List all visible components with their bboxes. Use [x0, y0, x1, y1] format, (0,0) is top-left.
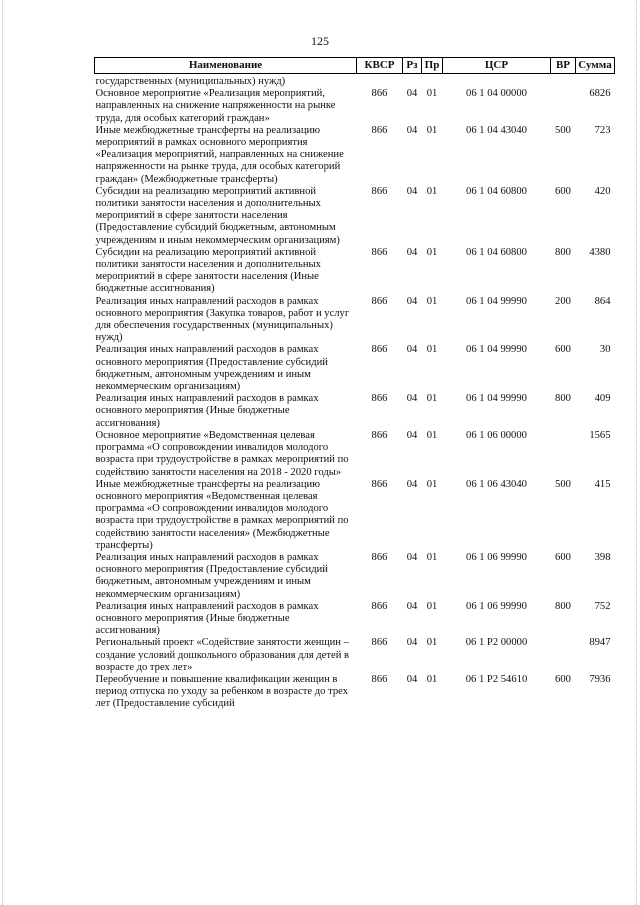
cell-sum: 4380 [589, 246, 611, 258]
cell-csr: 06 1 04 00000 [466, 88, 527, 100]
cell-csr: 06 1 04 60800 [466, 185, 527, 197]
page-number: 125 [311, 34, 329, 48]
cell-name: Иные межбюджетные трансферты на реализацию мероприятий в рамках основного мероприятия «Реализация мероприятий, направленных на снижение напряженности на рынке труда, для особых категорий граждан» (Межбюджетные трансферты) [95, 124, 344, 185]
cell-rz: 04 [406, 344, 418, 356]
table-body [95, 74, 615, 711]
cell-vr [551, 430, 576, 479]
table-row [95, 637, 615, 674]
cell-vr: 600 [555, 673, 571, 685]
right-scan-edge [636, 0, 637, 905]
cell-sum: 864 [594, 295, 611, 307]
cell-kvsr: 866 [371, 637, 388, 649]
cell-pr: 01 [426, 600, 438, 612]
cell-rz: 04 [406, 124, 418, 136]
table-row [95, 479, 615, 552]
cell-vr: 800 [555, 393, 571, 405]
table-row [95, 601, 615, 638]
cell-name: Региональный проект «Содействие занятости женщин – создание условий дошкольного образования для детей в возрасте до трех лет» [95, 637, 350, 673]
header-pr: Пр [422, 58, 443, 74]
cell-sum: 415 [594, 478, 611, 490]
cell-csr: 06 1 04 99990 [466, 344, 527, 356]
cell-csr: 06 1 04 60800 [466, 246, 527, 258]
cell-vr: 800 [555, 246, 571, 258]
cell-pr: 01 [426, 344, 438, 356]
cell-sum: 398 [594, 551, 611, 563]
table-row [95, 430, 615, 479]
header-rz: Рз [403, 58, 422, 74]
header-kvsr: КВСР [357, 58, 403, 74]
left-scan-edge [2, 0, 3, 905]
cell-vr [551, 88, 576, 125]
table-row [95, 88, 615, 125]
table-row [95, 674, 615, 711]
cell-vr: 200 [555, 295, 571, 307]
cell-csr: 06 1 06 43040 [466, 478, 527, 490]
cell-sum: 409 [594, 393, 611, 405]
cell-kvsr: 866 [371, 246, 388, 258]
cell-name: Переобучение и повышение квалификации женщин в период отпуска по уходу за ребенком в возрасте до трех лет (Предоставление субсидий [95, 673, 348, 710]
cell-csr: 06 1 04 43040 [466, 124, 527, 136]
cell-pr: 01 [426, 673, 438, 685]
cell-sum: 1565 [589, 429, 611, 441]
cell-vr [551, 637, 576, 674]
cell-name: Реализация иных направлений расходов в рамках основного мероприятия (Иные бюджетные ассигнования) [95, 600, 319, 637]
cell-csr: 06 1 04 99990 [466, 295, 527, 307]
cell-pr: 01 [426, 124, 438, 136]
cell-name: Реализация иных направлений расходов в рамках основного мероприятия (Предоставление субсидий бюджетным, автономным учреждениям и иным некоммерческим организациям) [95, 344, 328, 393]
cell-rz: 04 [406, 295, 418, 307]
cell-name: Основное мероприятие «Ведомственная целевая программа «О сопровождении инвалидов молодого возраста при трудоустройстве в рамках мероприятий по содействию занятости населения на 2018 - 2020 годы» [95, 429, 349, 478]
cell-vr [551, 74, 576, 89]
cell-sum: 7936 [589, 673, 611, 685]
cell-pr: 01 [426, 185, 438, 197]
cell-kvsr: 866 [371, 429, 388, 441]
cell-rz: 04 [406, 185, 418, 197]
cell-rz: 04 [406, 88, 418, 100]
cell-pr: 01 [426, 551, 438, 563]
cell-pr: 01 [426, 429, 438, 441]
cell-rz: 04 [406, 246, 418, 258]
cell-name: государственных (муниципальных) нужд) [95, 76, 286, 87]
cell-rz: 04 [406, 429, 418, 441]
cell-rz: 04 [406, 673, 418, 685]
cell-kvsr: 866 [371, 88, 388, 100]
table-row [95, 344, 615, 393]
cell-pr: 01 [426, 393, 438, 405]
cell-name: Реализация иных направлений расходов в рамках основного мероприятия (Предоставление субсидий бюджетным, автономным учреждениям и иным некоммерческим организациям) [95, 551, 328, 600]
cell-vr: 800 [555, 600, 571, 612]
table-row [95, 247, 615, 296]
table-row [95, 74, 615, 89]
cell-name: Иные межбюджетные трансферты на реализацию основного мероприятия «Ведомственная целевая программа «О сопровождении инвалидов молодого возраста при трудоустройстве в рамках мероприятий по содействию занятости населения» (Межбюджетные трансферты) [95, 478, 349, 551]
cell-vr: 600 [555, 344, 571, 356]
cell-vr: 500 [555, 124, 571, 136]
cell-sum: 30 [599, 344, 611, 356]
cell-csr: 06 1 04 99990 [466, 393, 527, 405]
header-csr: ЦСР [443, 58, 551, 74]
table-row [95, 125, 615, 186]
table-header-row [95, 58, 615, 74]
cell-kvsr [357, 74, 403, 89]
cell-kvsr: 866 [371, 295, 388, 307]
cell-pr: 01 [426, 246, 438, 258]
cell-kvsr: 866 [371, 344, 388, 356]
cell-kvsr: 866 [371, 124, 388, 136]
cell-csr: 06 1 06 99990 [466, 551, 527, 563]
cell-csr: 06 1 06 00000 [466, 429, 527, 441]
table-row [95, 296, 615, 345]
table-row [95, 393, 615, 430]
cell-kvsr: 866 [371, 600, 388, 612]
cell-rz: 04 [406, 637, 418, 649]
cell-csr: 06 1 06 99990 [466, 600, 527, 612]
cell-sum [576, 74, 615, 89]
header-vr: ВР [551, 58, 576, 74]
cell-kvsr: 866 [371, 478, 388, 490]
cell-kvsr: 866 [371, 185, 388, 197]
cell-vr: 600 [555, 551, 571, 563]
table-row [95, 186, 615, 247]
cell-sum: 752 [594, 600, 611, 612]
cell-name: Реализация иных направлений расходов в рамках основного мероприятия (Закупка товаров, работ и услуг для обеспечения государственных (муниципальных) нужд) [95, 295, 350, 344]
cell-name: Субсидии на реализацию мероприятий активной политики занятости населения и дополнительных мероприятий в сфере занятости населения (Иные бюджетные ассигнования) [95, 246, 321, 295]
cell-pr: 01 [426, 88, 438, 100]
cell-sum: 8947 [589, 637, 611, 649]
cell-pr [422, 74, 443, 89]
table-row [95, 552, 615, 601]
cell-pr: 01 [426, 478, 438, 490]
cell-csr: 06 1 P2 54610 [465, 673, 528, 685]
header-name: Наименование [95, 58, 357, 74]
cell-pr: 01 [426, 637, 438, 649]
cell-rz: 04 [406, 393, 418, 405]
cell-name: Субсидии на реализацию мероприятий активной политики занятости населения и дополнительных мероприятий в сфере занятости населения (Предоставление субсидий бюджетным, автономным учреждениям и иным некоммерческим организациям) [95, 185, 340, 246]
cell-vr: 500 [555, 478, 571, 490]
cell-sum: 6826 [589, 88, 611, 100]
cell-rz: 04 [406, 600, 418, 612]
cell-kvsr: 866 [371, 673, 388, 685]
cell-sum: 420 [594, 185, 611, 197]
cell-pr: 01 [426, 295, 438, 307]
header-sum: Сумма [576, 58, 615, 74]
cell-rz: 04 [406, 551, 418, 563]
cell-name: Реализация иных направлений расходов в рамках основного мероприятия (Иные бюджетные ассигнования) [95, 393, 319, 429]
cell-csr: 06 1 P2 00000 [465, 637, 528, 649]
cell-kvsr: 866 [371, 393, 388, 405]
cell-csr [443, 74, 551, 89]
cell-name: Основное мероприятие «Реализация мероприятий, направленных на снижение напряженности на рынке труда, для особых категорий граждан» [95, 88, 336, 124]
budget-table [94, 57, 615, 711]
cell-sum: 723 [594, 124, 611, 136]
cell-rz [403, 74, 422, 89]
cell-kvsr: 866 [371, 551, 388, 563]
cell-vr: 600 [555, 185, 571, 197]
cell-rz: 04 [406, 478, 418, 490]
